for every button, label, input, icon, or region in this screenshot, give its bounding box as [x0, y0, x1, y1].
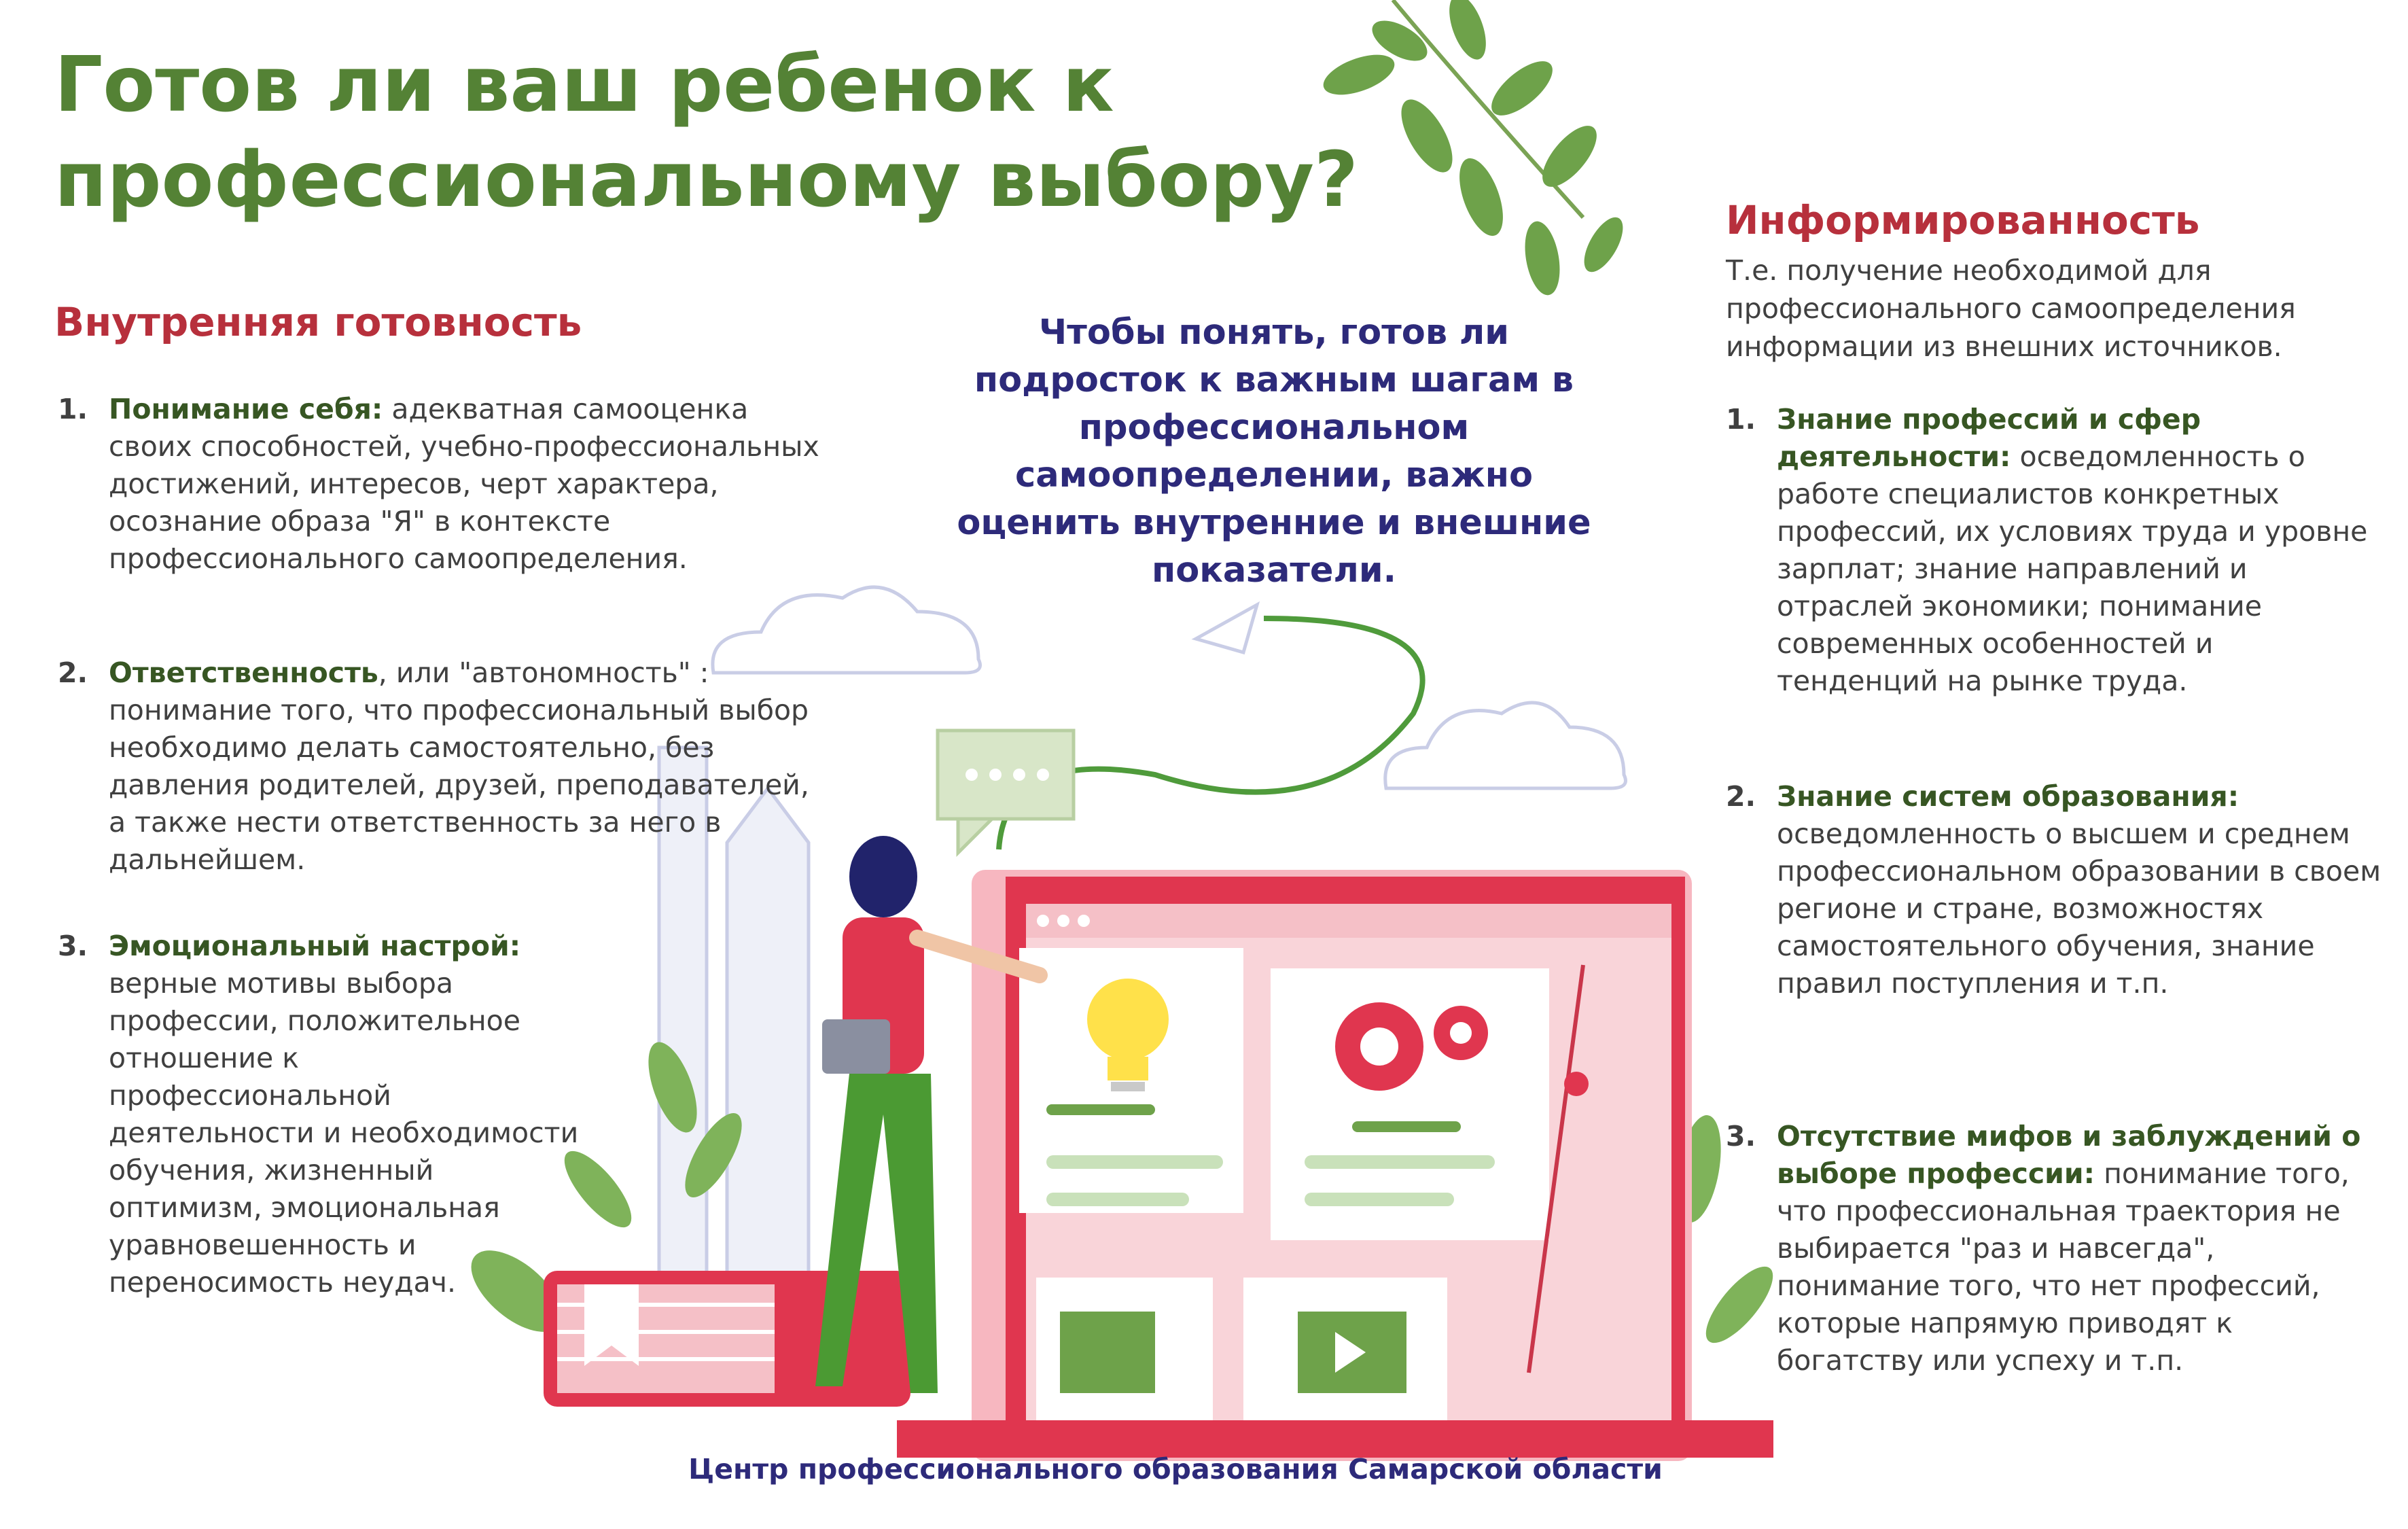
- list-item-bold: Знание профессий и сфер деятельности:: [1777, 403, 2201, 473]
- list-item-bold: Эмоциональный настрой:: [109, 930, 521, 962]
- laptop-screen: [897, 870, 1773, 1461]
- list-item-text: осведомленность о работе специалистов конкретных профессий, их условиях труда и уровне зарплат; знание направлений и отраслей экономики; понимание современных особенностей и тенденций на рынке труда.: [1777, 440, 2368, 697]
- cloud-decoration: [713, 587, 1626, 788]
- list-item-number: 3.: [1726, 1120, 1756, 1153]
- list-item-bold: Знание систем образования:: [1777, 780, 2239, 813]
- chat-bubble-icon: [938, 731, 1074, 853]
- page-title-line-1: Готов ли ваш ребенок к: [54, 41, 1114, 129]
- right-section-intro: Т.е. получение необходимой для профессионального самоопределения информации из внешних источников.: [1726, 254, 2296, 363]
- page-title-line-2: профессиональному выбору?: [54, 136, 1358, 224]
- list-item-bold: Ответственность: [109, 656, 378, 689]
- center-callout: Чтобы понять, готов ли подросток к важным шагам в профессиональном самоопределении, важно оценить внутренние и внешние показатели.: [957, 313, 1591, 591]
- list-item-number: 1.: [1726, 403, 1756, 436]
- list-item-number: 3.: [58, 930, 88, 962]
- list-item-bold: Отсутствие мифов и заблуждений о выборе профессии:: [1777, 1120, 2361, 1190]
- list-item-text: верные мотивы выбора профессии, положительное отношение к профессиональной деятельности и необходимости обучения, жизненный оптимизм, эмоциональная уравновешенность и переносимость неудач.: [109, 967, 579, 1299]
- left-section-heading: Внутренняя готовность: [54, 299, 582, 345]
- right-section-heading: Информированность: [1726, 197, 2200, 243]
- list-item-bold: Понимание себя:: [109, 393, 383, 425]
- list-item-text: понимание того, что профессиональная траектория не выбирается "раз и навсегда", понимание того, что нет профессий, которые напрямую приводят к богатству или успеху и т.п.: [1777, 1157, 2350, 1377]
- list-item-number: 2.: [58, 656, 88, 689]
- list-item-text: адекватная самооценка своих способностей, учебно-профессиональных достижений, интересов, черт характера, осознание образа "Я" в контексте профессионального самоопределения.: [109, 393, 819, 575]
- footer-organization: Центр профессионального образования Самарской области: [688, 1453, 1663, 1486]
- list-item-number: 2.: [1726, 780, 1756, 813]
- page-title: [54, 37, 1413, 228]
- list-item-number: 1.: [58, 393, 88, 425]
- list-item-text: , или "автономность" : понимание того, что профессиональный выбор необходимо делать самостоятельно, без давления родителей, друзей, преподавателей, а также нести ответственность за него в дальнейшем.: [109, 656, 809, 876]
- paper-plane-icon: [1196, 605, 1257, 652]
- list-item-text: осведомленность о высшем и среднем профессиональном образовании в своем регионе и стране, возможностях самостоятельного обучения, знание правил поступления и т.п.: [1777, 818, 2382, 1000]
